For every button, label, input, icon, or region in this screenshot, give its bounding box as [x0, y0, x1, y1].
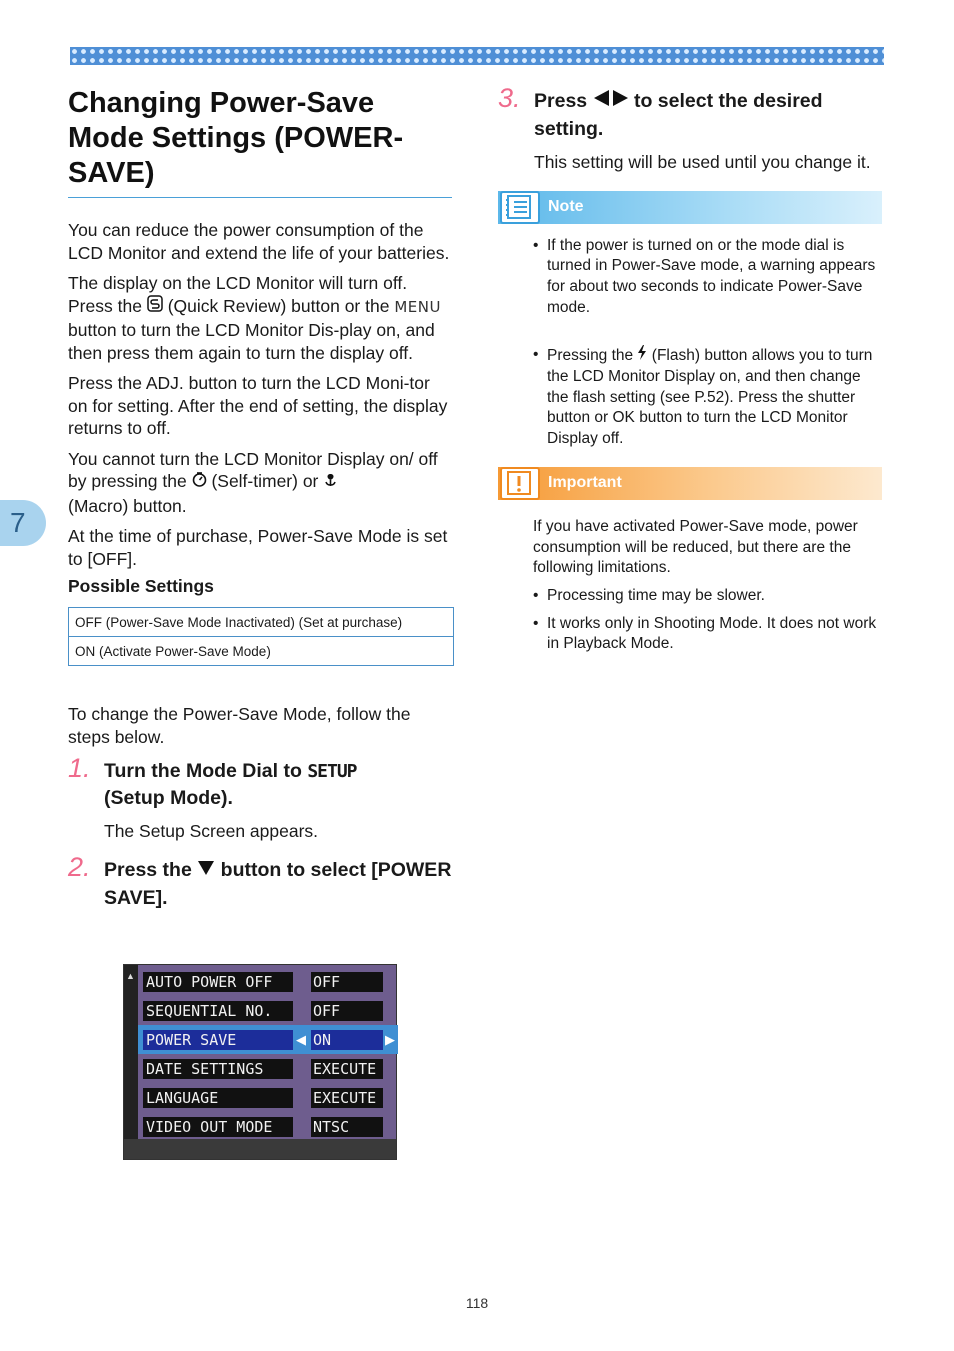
left-arrow-icon: ◀: [296, 1032, 306, 1047]
step-3: [498, 83, 884, 174]
table-cell: ON (Activate Power-Save Mode): [69, 637, 454, 666]
list-item: • It works only in Shooting Mode. It does not work in Playback Mode.: [533, 614, 883, 655]
flash-icon: [637, 345, 647, 367]
important-icon: [500, 467, 540, 500]
screen-menu-label: SEQUENTIAL NO.: [143, 1001, 293, 1021]
down-arrow-icon: [197, 859, 215, 885]
intro-text: (Macro) button.: [68, 495, 187, 516]
screen-menu-label: AUTO POWER OFF: [143, 972, 293, 992]
step-title: [104, 857, 454, 911]
screen-menu-row: [138, 967, 398, 996]
screen-menu-label: VIDEO OUT MODE: [143, 1117, 293, 1137]
intro-text: The display on the LCD Monitor will turn off. Press the: [68, 273, 408, 316]
page-title: Changing Power-Save Mode Settings (POWER-SAVE): [68, 86, 452, 198]
step-title: [104, 758, 454, 811]
right-column: [498, 83, 884, 655]
step-number: 1.: [68, 753, 91, 783]
important-text: If you have activated Power-Save mode, power consumption will be reduced, but there are the following limitations.: [533, 517, 858, 577]
step-title-text: to select the desired setting.: [534, 90, 823, 140]
screen-menu-row: [138, 1112, 398, 1141]
step-number: 3.: [498, 83, 521, 113]
important-banner: [498, 467, 882, 500]
table-cell: OFF (Power-Save Mode Inactivated) (Set at purchase): [69, 608, 454, 637]
note-label: Note: [548, 198, 584, 215]
scroll-up-icon: ▲: [126, 971, 135, 981]
screen-menu-value: NTSC: [311, 1117, 383, 1137]
screen-menu-label: DATE SETTINGS: [143, 1059, 293, 1079]
table-row: [69, 637, 454, 666]
note-icon: [500, 191, 540, 224]
step-number: 2.: [68, 851, 91, 882]
page-number: 118: [465, 1295, 489, 1311]
screen-menu-value: OFF: [311, 1001, 383, 1021]
screen-footer: [124, 1139, 396, 1159]
left-right-arrows-icon: [593, 89, 629, 116]
screen-menu-row: [138, 1054, 398, 1083]
macro-icon: [323, 471, 338, 495]
note-banner: [498, 191, 882, 224]
table-row: [69, 608, 454, 637]
list-item-text: (Flash) button allows you to turn the LCD Monitor Display on, and then change the flash setting (see P.52). Press the shutter button or OK button to turn the LCD Monitor Display off.: [547, 347, 873, 448]
screen-menu-row-selected: [138, 1025, 398, 1054]
step-description: This setting will be used until you change it.: [534, 152, 871, 172]
possible-settings-heading: Possible Settings: [68, 576, 214, 596]
screen-menu-row: [138, 996, 398, 1025]
intro-paragraph-5: At the time of purchase, Power-Save Mode is set to [OFF].: [68, 526, 448, 569]
step-title-text: (Setup Mode).: [104, 787, 233, 809]
list-item: [533, 345, 883, 450]
possible-settings-table: [68, 607, 454, 666]
step-title-text: Press: [534, 90, 588, 112]
intro-paragraph-3: Press the ADJ. button to turn the LCD Moni-tor on for setting. After the end of setting, the display returns to off.: [68, 373, 448, 438]
menu-button-label: MENU: [394, 297, 441, 316]
intro-paragraph-4: [68, 448, 454, 518]
important-list: [533, 586, 883, 655]
step-description: The Setup Screen appears.: [104, 821, 319, 841]
steps-intro: To change the Power-Save Mode, follow the steps below.: [68, 704, 411, 747]
screen-menu-label: LANGUAGE: [143, 1088, 293, 1108]
screen-menu-label: POWER SAVE: [143, 1030, 293, 1050]
important-label: Important: [548, 474, 622, 492]
screen-menu-row: [138, 1083, 398, 1112]
screen-menu-value: ON: [311, 1030, 383, 1050]
step-title-text: button to select [POWER SAVE].: [104, 858, 452, 909]
intro-text: button to turn the LCD Monitor Dis-play on, and then press them again to turn the display off.: [68, 320, 435, 363]
chapter-number: 7: [10, 507, 26, 538]
chapter-tab: [0, 500, 46, 546]
setup-mode-label: SETUP: [307, 761, 357, 782]
self-timer-icon: [192, 471, 207, 495]
screen-menu-value: OFF: [311, 972, 383, 992]
intro-text: You cannot turn the LCD Monitor Display on/ off by pressing the: [68, 448, 438, 491]
note-list: [533, 236, 883, 450]
step-1: [68, 753, 454, 843]
intro-paragraph-1: You can reduce the power consumption of the LCD Monitor and extend the life of your batteries.: [68, 220, 450, 263]
left-column: [68, 86, 454, 911]
screen-menu-value: EXECUTE: [311, 1059, 383, 1079]
top-decorative-band: [70, 47, 884, 65]
step-title-text: Turn the Mode Dial to: [104, 760, 302, 782]
list-item-text: Pressing the: [547, 347, 634, 365]
list-item: • Processing time may be slower.: [533, 586, 883, 607]
intro-paragraph-2: [68, 272, 454, 364]
list-item: • If the power is turned on or the mode dial is turned in Power-Save mode, a warning appears for about two seconds to indicate Power-Save mode.: [533, 236, 883, 319]
camera-setup-screen: [123, 964, 397, 1160]
step-2: [68, 851, 454, 911]
right-arrow-icon: ▶: [385, 1032, 395, 1047]
intro-text: (Self-timer) or: [211, 471, 319, 491]
quick-review-icon: [147, 295, 163, 320]
screen-scrollbar: [124, 965, 138, 1141]
intro-text: (Quick Review) button or the: [167, 295, 390, 316]
step-title: [534, 88, 884, 142]
step-title-text: Press the: [104, 858, 192, 881]
screen-menu-value: EXECUTE: [311, 1088, 383, 1108]
